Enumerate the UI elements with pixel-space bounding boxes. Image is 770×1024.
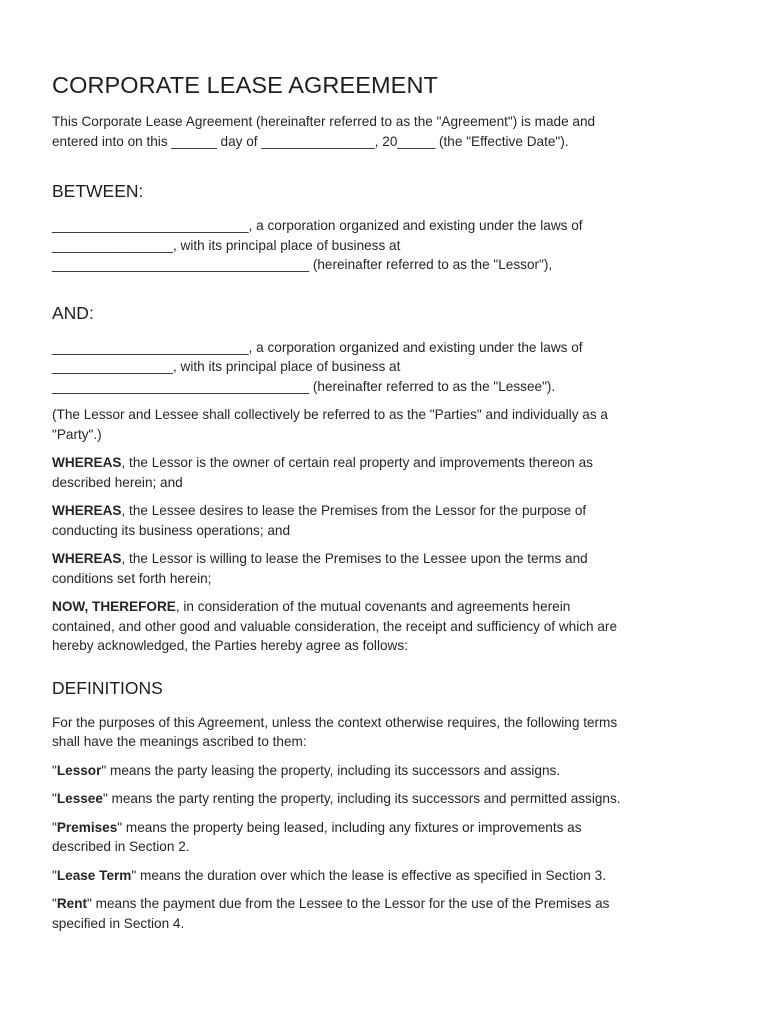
recital-paragraph bbox=[52, 549, 710, 588]
quote-close: " bbox=[131, 867, 137, 883]
parties-note-line: "Party".) bbox=[52, 426, 102, 442]
recital-text: conducting its business operations; and bbox=[52, 522, 291, 538]
and-heading: AND: bbox=[52, 302, 94, 323]
recital-text: described herein; and bbox=[52, 474, 183, 490]
quote-open: " bbox=[52, 791, 57, 806]
quote-close: " bbox=[102, 791, 108, 806]
definitions-intro-line: shall have the meanings ascribed to them: bbox=[52, 734, 307, 749]
intro-line: entered into on this ______ day of _______________, 20_____ (the "Effective Date"). bbox=[52, 133, 569, 149]
lessor-line: __________________________, a corporation organized and existing under the laws of bbox=[52, 218, 583, 233]
recital-paragraph bbox=[52, 501, 710, 540]
definition-text: means the property being leased, including any fixtures or improvements as bbox=[122, 819, 582, 835]
recital-text: , the Lessor is the owner of certain real property and improvements thereon as bbox=[121, 455, 593, 470]
lessor-line: __________________________________ (hereinafter referred to as the "Lessor"), bbox=[52, 257, 553, 272]
definition-text: specified in Section 4. bbox=[52, 915, 185, 931]
quote-close: " bbox=[87, 896, 92, 911]
parties-note-line: (The Lessor and Lessee shall collectively be referred to as the "Parties" and individually as a bbox=[52, 407, 608, 422]
lessee-line: ________________, with its principal place of business at bbox=[52, 359, 401, 374]
lessee-line: __________________________, a corporation organized and existing under the laws of bbox=[52, 339, 583, 355]
intro-line: This Corporate Lease Agreement (hereinafter referred to as the "Agreement") is made and bbox=[52, 114, 596, 129]
lessor-block bbox=[52, 216, 710, 275]
definition-term: Premises bbox=[56, 819, 118, 835]
quote-close: " bbox=[101, 762, 107, 778]
therefore-text: hereby acknowledged, the Parties hereby agree as follows: bbox=[52, 638, 408, 653]
definition-item bbox=[52, 818, 710, 857]
therefore-text: , in consideration of the mutual covenants and agreements herein bbox=[175, 599, 571, 614]
definition-item bbox=[52, 789, 710, 809]
definition-term: Lease Term bbox=[56, 867, 132, 883]
definition-term: Rent bbox=[56, 896, 88, 911]
document-title: CORPORATE LEASE AGREEMENT bbox=[52, 72, 438, 98]
recital-paragraph bbox=[52, 453, 710, 492]
therefore-paragraph bbox=[52, 597, 710, 656]
recital-text: , the Lessee desires to lease the Premises from the Lessor for the purpose of bbox=[121, 503, 587, 518]
definition-text: means the party renting the property, including its successors and permitted assigns. bbox=[107, 791, 621, 806]
lessor-line: ________________, with its principal place of business at bbox=[52, 237, 401, 253]
definition-item bbox=[52, 866, 710, 886]
quote-open: " bbox=[52, 867, 57, 883]
quote-open: " bbox=[52, 819, 57, 835]
quote-open: " bbox=[52, 896, 57, 911]
definition-term: Lessee bbox=[56, 791, 103, 806]
definitions-intro bbox=[52, 713, 710, 752]
definition-term: Lessor bbox=[56, 762, 102, 778]
recital-lead: WHEREAS bbox=[52, 551, 122, 566]
definition-item bbox=[52, 761, 710, 781]
recital-lead: WHEREAS bbox=[52, 503, 122, 518]
recital-text: , the Lessor is willing to lease the Premises to the Lessee upon the terms and bbox=[121, 551, 588, 566]
definition-text: means the payment due from the Lessee to the Lessor for the use of the Premises as bbox=[91, 896, 610, 911]
lessee-line: __________________________________ (hereinafter referred to as the "Lessee"). bbox=[52, 378, 556, 394]
definition-text: described in Section 2. bbox=[52, 839, 190, 854]
definition-text: means the party leasing the property, including its successors and assigns. bbox=[106, 762, 561, 778]
definitions-heading: DEFINITIONS bbox=[52, 677, 163, 698]
therefore-text: contained, and other good and valuable consideration, the receipt and sufficiency of which are bbox=[52, 618, 618, 634]
recital-text: conditions set forth herein; bbox=[52, 570, 212, 586]
definition-item bbox=[52, 894, 710, 933]
therefore-lead: NOW, THEREFORE bbox=[52, 599, 176, 614]
quote-open: " bbox=[52, 762, 57, 778]
parties-note bbox=[52, 405, 710, 444]
quote-close: " bbox=[117, 819, 123, 835]
intro-paragraph bbox=[52, 112, 710, 151]
definition-text: means the duration over which the lease is effective as specified in Section 3. bbox=[136, 867, 606, 883]
definitions-intro-line: For the purposes of this Agreement, unless the context otherwise requires, the following terms bbox=[52, 714, 618, 730]
lessee-block bbox=[52, 338, 710, 397]
between-heading: BETWEEN: bbox=[52, 181, 144, 201]
recital-lead: WHEREAS bbox=[52, 455, 122, 470]
